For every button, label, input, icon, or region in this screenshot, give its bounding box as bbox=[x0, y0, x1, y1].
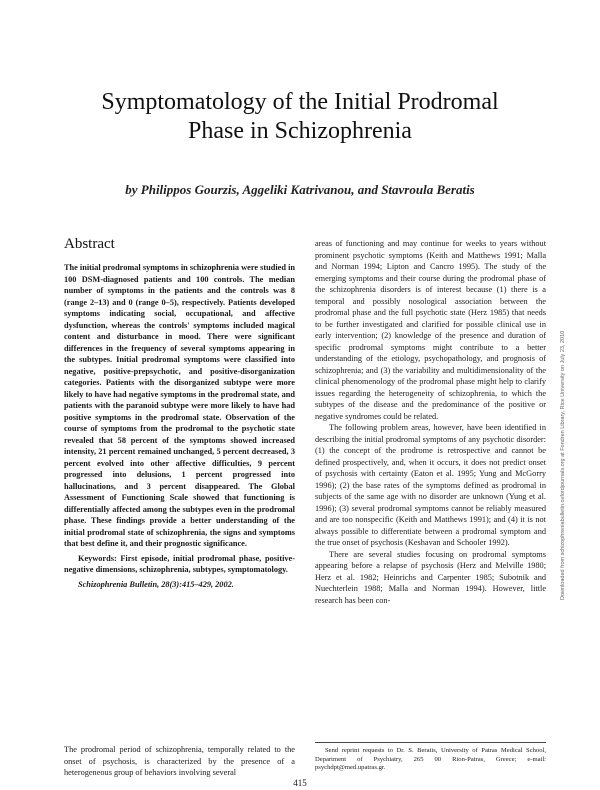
download-watermark bbox=[560, 310, 572, 600]
title-line-1: Symptomatology of the Initial Prodromal bbox=[101, 89, 499, 115]
abstract-section bbox=[64, 236, 295, 590]
introduction-paragraph: The prodromal period of schizophrenia, temporally related to the onset of psychosis, is characterized by the presence of a heterogeneous group of behaviors involving several bbox=[64, 745, 295, 777]
body-paragraph-3: There are several studies focusing on prodromal symptoms appearing before a relapse of psychosis (Herz and Melville 1980; Herz et al. 1982; Heinrichs and Carpenter 1985; Subotnik and Nuechterlein 1988; Malla and Norman 1994). However, little research has been con- bbox=[315, 549, 546, 605]
abstract-body: The initial prodromal symptoms in schizophrenia were studied in 100 DSM-diagnosed patients and 100 controls. The median number of symptoms in the patients and the controls was 8 (range 2–13) and 0 (range 0–5), respectively. Patients developed symptoms indicating social, occupational, and affective dysfunction, whereas the controls' symptoms included magical content and disturbance in mood. There were significant differences in the frequency of several symptoms appearing in the subtypes. Initial prodromal symptoms were classified into negative, positive-prepsychotic, and positive-disorganization categories. Patients with the disorganized subtype were more likely to have had negative symptoms in the prodromal state, and patients with the paranoid subtype were more likely to have had positive symptoms in the prodromal state. Observation of the course of symptoms from the prodromal to the psychotic state revealed that 58 percent of the symptoms showed increased intensity, 21 percent remained unchanged, 5 percent decreased, 3 percent evolved into other affective difficulties, 9 percent progressed into delusions, 1 percent progressed into hallucinations, and 3 percent disappeared. The Global Assessment of Functioning Scale showed that functioning is differentially affected among the subtypes even in the prodromal phase. These findings provide a better understanding of the initial prodromal state of schizophrenia, the signs and symptoms that best define it, and their prognostic significance. bbox=[64, 263, 295, 548]
title-line-2: Phase in Schizophrenia bbox=[188, 118, 412, 144]
abstract-heading: Abstract bbox=[64, 236, 115, 252]
right-column-text bbox=[315, 238, 546, 606]
author-line: by Philippos Gourzis, Aggeliki Katrivanou, and Stavroula Beratis bbox=[125, 182, 475, 197]
page-number: 415 bbox=[293, 778, 307, 788]
download-watermark-text: Downloaded from schizophreniabulletin.oxfordjournals.org at Fondren Library, Rice University on July 23, 2010 bbox=[560, 330, 566, 600]
journal-citation: Schizophrenia Bulletin, 28(3):415–429, 2002. bbox=[78, 579, 234, 589]
abstract-keywords: Keywords: First episode, initial prodromal phase, positive-negative dimensions, schizophrenia, subtypes, symptomatology. bbox=[64, 553, 295, 574]
body-paragraph-1: areas of functioning and may continue for weeks to years without prominent psychotic symptoms (Keith and Matthews 1991; Malla and Norman 1994; Lipton and Cancro 1995). The study of the emerging symptoms and their course during the prodromal phase of the schizophrenia disorders is of interest because (1) there is a temporal and possibly nosological association between the prodromal phase and the full psychotic state (Herz 1985) that needs to be further investigated and clarified for possible clinical use in early intervention; (2) knowledge of the presence and duration of specific prodromal symptoms might contribute to a better understanding of the etiology, psychopathology, and prognosis of schizophrenia; and (3) the variability and multidimensionality of the clinical phenomenology of the prodromal phase might help to clarify issues regarding the heterogeneity of schizophrenia, to which the subtypes of the disease and the predominance of the positive or negative syndromes could be related. bbox=[315, 239, 546, 421]
body-paragraph-2: The following problem areas, however, have been identified in describing the initial prodromal symptoms of any psychotic disorder: (1) the concept of the prodrome is retrospective and cannot be defined prospectively, and, when it occurs, it does not predict onset of psychosis with certainty (Eaton et al. 1995; Yung and McGorry 1996); (2) the base rates of the symptoms defined as prodromal in subjects of the same age with no disorder are unknown (Yung et al. 1996); (3) several prodromal symptoms cannot be reliably measured and are too nonspecific (Keith and Matthews 1991); and (4) it is not always possible to differentiate between a prodromal symptom and the true onset of psychosis (Keshavan and Schooler 1992). bbox=[315, 423, 546, 547]
reprint-footnote: Send reprint requests to Dr. S. Beratis, University of Patras Medical School, Department of Psychiatry, 265 00 Rion-Patras, Greece; e-mail: psychdpt@med.upatras.gr. bbox=[315, 742, 546, 773]
article-title bbox=[0, 88, 600, 146]
